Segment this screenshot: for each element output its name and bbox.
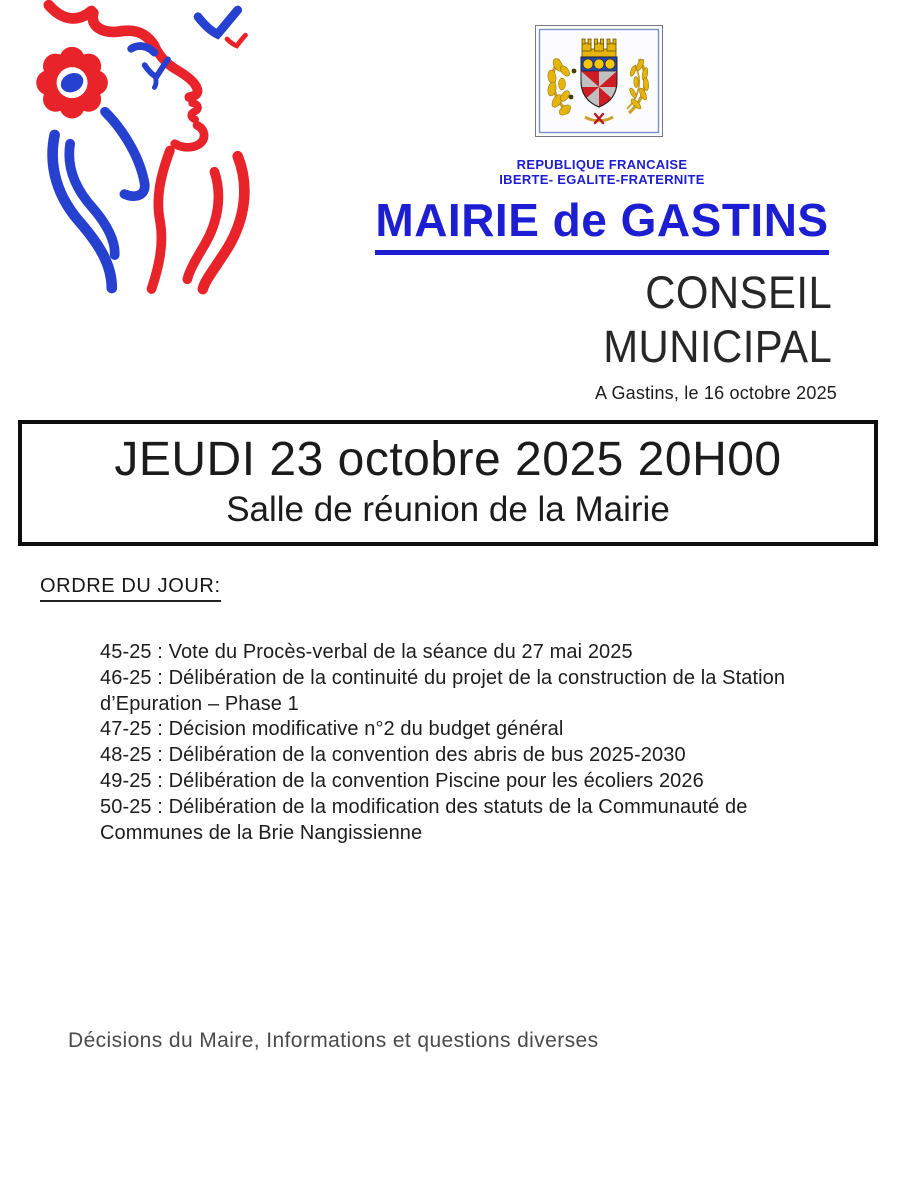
agenda-line: d’Epuration – Phase 1 <box>100 692 299 715</box>
coat-of-arms-frame <box>535 25 663 137</box>
meeting-location: Salle de réunion de la Mairie <box>226 490 670 529</box>
footer-note: Décisions du Maire, Informations et questions diverses <box>68 1029 599 1052</box>
agenda-line: Communes de la Brie Nangissienne <box>100 821 423 844</box>
agenda-line: 50-25 : Délibération de la modification des statuts de la Communauté de <box>100 795 748 818</box>
agenda-line: 47-25 : Décision modificative n°2 du budget général <box>100 718 564 741</box>
agenda-line: 45-25 : Vote du Procès-verbal de la séance du 27 mai 2025 <box>100 641 633 663</box>
council-line1: CONSEIL <box>645 267 832 318</box>
council-heading <box>603 266 832 374</box>
meeting-datetime: JEUDI 23 octobre 2025 20H00 <box>114 433 782 486</box>
dateline: A Gastins, le 16 octobre 2025 <box>595 383 837 403</box>
republic-line2: IBERTE- EGALITE-FRATERNITE <box>499 172 705 187</box>
agenda-line: 46-25 : Délibération de la continuité du projet de la construction de la Station <box>100 666 786 689</box>
mairie-title-wrap <box>356 193 848 255</box>
gastins-coat-of-arms-icon <box>535 25 663 137</box>
agenda-list <box>100 640 820 846</box>
agenda-heading: ORDRE DU JOUR: <box>40 575 221 602</box>
page-title: MAIRIE de GASTINS <box>375 193 828 255</box>
republic-line1: REPUBLIQUE FRANCAISE <box>516 157 688 172</box>
marianne-logo-icon <box>12 0 322 330</box>
meeting-notice-box <box>18 420 878 546</box>
agenda-line: 48-25 : Délibération de la convention des abris de bus 2025-2030 <box>100 744 686 767</box>
council-line2: MUNICIPAL <box>603 321 832 372</box>
republic-motto <box>356 157 848 187</box>
agenda-line: 49-25 : Délibération de la convention Piscine pour les écoliers 2026 <box>100 769 704 792</box>
cockade <box>36 47 108 119</box>
agenda-heading-wrap <box>40 575 221 602</box>
